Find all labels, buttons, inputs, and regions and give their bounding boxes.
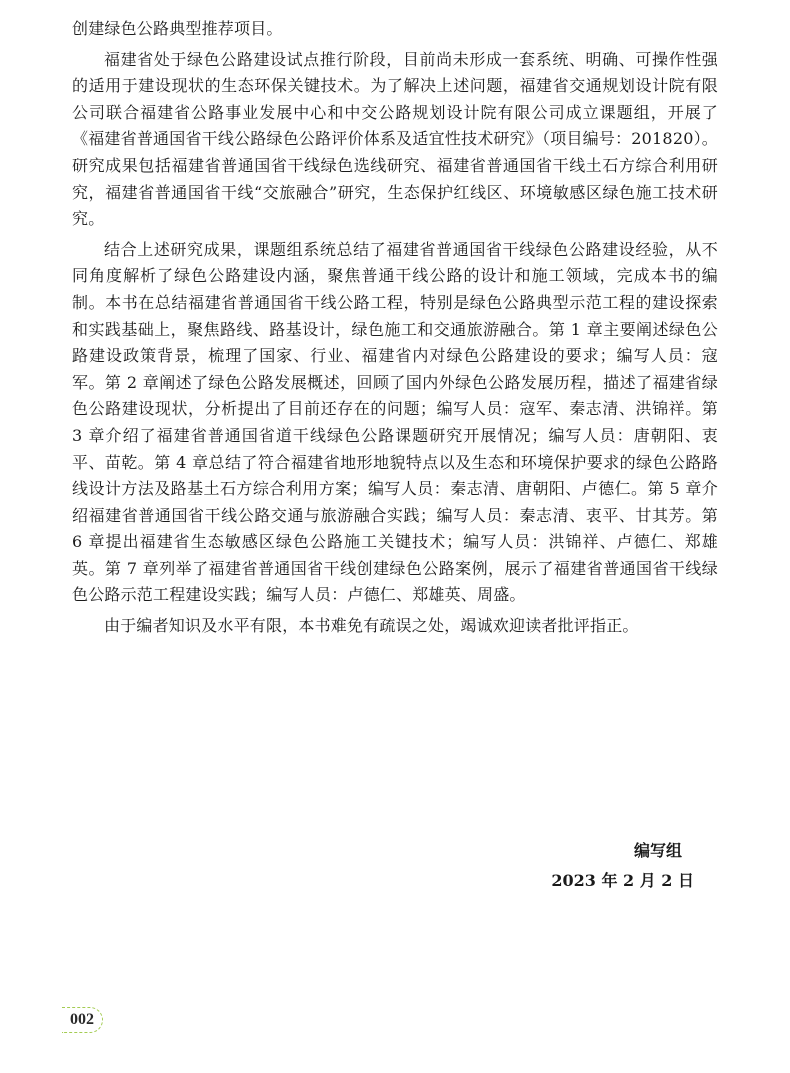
body-text: [72, 16, 718, 640]
signature-block: [551, 836, 694, 896]
signature-author: 编写组: [633, 841, 682, 860]
paragraph-continuation: 创建绿色公路典型推荐项目。: [72, 19, 283, 38]
paragraph-chapters: 结合上述研究成果，课题组系统总结了福建省普通国省干线绿色公路建设经验，从不同角度解析了绿色公路建设内涵，聚焦普通干线公路的设计和施工领域，完成本书的编制。本书在总结福建省普通国省干线公路工程，特别是绿色公路典型示范工程的建设探索和实践基础上，聚焦路线、路基设计，绿色施工和交通旅游融合。第 1 章主要阐述绿色公路建设政策背景，梳理了国家、行业、福建省内对绿色公路建设的要求；编写人员：寇军。第 2 章阐述了绿色公路发展概述，回顾了国内外绿色公路发展历程，描述了福建省绿色公路建设现状，分析提出了目前还存在的问题；编写人员：寇军、秦志清、洪锦祥。第 3 章介绍了福建省普通国省道干线绿色公路课题研究开展情况；编写人员：唐朝阳、衷平、苗乾。第 4 章总结了符合福建省地形地貌特点以及生态和环境保护要求的绿色公路路线设计方法及路基土石方综合利用方案；编写人员：秦志清、唐朝阳、卢德仁。第 5 章介绍福建省普通国省干线公路交通与旅游融合实践；编写人员：秦志清、衷平、甘其芳。第 6 章提出福建省生态敏感区绿色公路施工关键技术；编写人员：洪锦祥、卢德仁、郑雄英。第 7 章列举了福建省普通国省干线创建绿色公路案例，展示了福建省普通国省干线绿色公路示范工程建设实践；编写人员：卢德仁、郑雄英、周盛。: [72, 239, 718, 605]
signature-date: 2023 年 2 月 2 日: [551, 871, 694, 890]
paragraph-background: 福建省处于绿色公路建设试点推行阶段，目前尚未形成一套系统、明确、可操作性强的适用于建设现状的生态环保关键技术。为了解决上述问题，福建省交通规划设计院有限公司联合福建省公路事业发展中心和中交公路规划设计院有限公司成立课题组，开展了《福建省普通国省干线公路绿色公路评价体系及适宜性技术研究》（项目编号：201820）。研究成果包括福建省普通国省干线绿色选线研究、福建省普通国省干线土石方综合利用研究，福建省普通国省干线“交旅融合”研究，生态保护红线区、环境敏感区绿色施工技术研究。: [72, 49, 718, 229]
page-number: 002: [62, 1007, 103, 1033]
paragraph-closing: 由于编者知识及水平有限，本书难免有疏误之处，竭诚欢迎读者批评指正。: [104, 616, 639, 636]
